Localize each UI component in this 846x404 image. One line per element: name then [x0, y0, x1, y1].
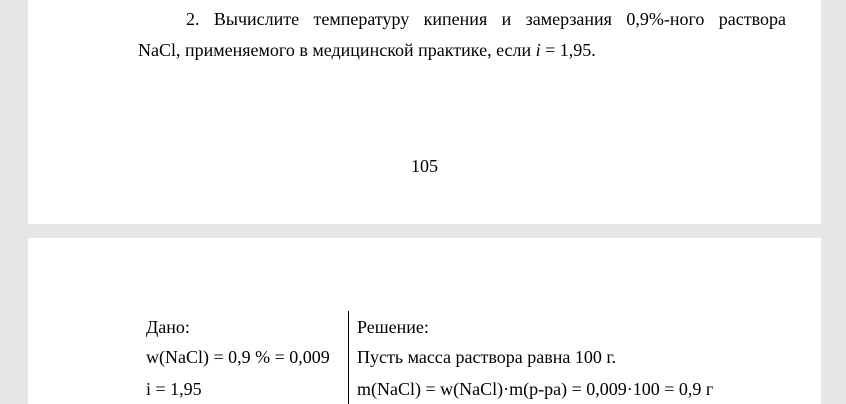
page-number: 105 [411, 156, 438, 176]
document-page-105 [28, 0, 821, 224]
problem-statement-line-1: 2. Вычислите температуру кипения и замерзания 0,9%-ного раствора [186, 9, 786, 29]
vant-hoff-factor-symbol: i [535, 40, 541, 60]
solution-header: Решение: [357, 317, 429, 337]
problem-text: NaCl, применяемого в медицинской практике, если [138, 40, 536, 60]
document-page-solution [28, 238, 821, 404]
solution-step: Пусть масса раствора равна 100 г. [357, 347, 617, 367]
solution-step: m(NaCl) = w(NaCl)·m(р-ра) = 0,009·100 = 0,9 г [357, 379, 714, 399]
problem-statement-line-2 [138, 39, 596, 61]
given-item: w(NaCl) = 0,9 % = 0,009 [146, 347, 330, 367]
given-header: Дано: [146, 317, 190, 337]
table-divider [348, 311, 349, 404]
given-item: i = 1,95 [146, 379, 202, 399]
problem-value: = 1,95. [540, 40, 596, 60]
